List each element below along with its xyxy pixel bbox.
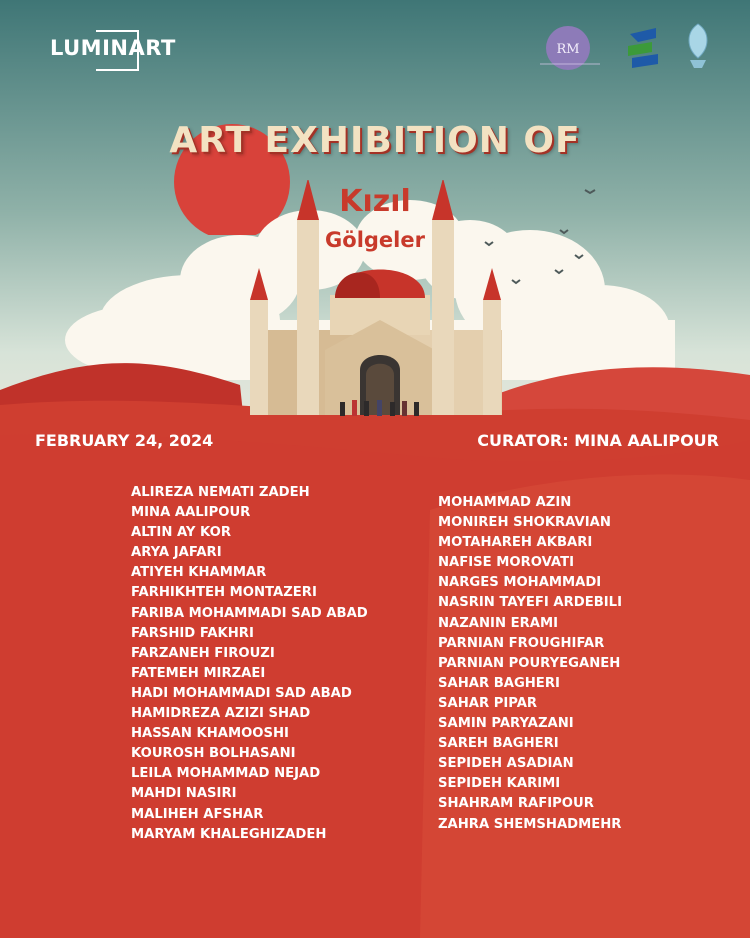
artist-list-right xyxy=(438,493,622,835)
artist-name: SEPIDEH KARIMI xyxy=(438,776,561,792)
s-organization-logo xyxy=(622,24,664,74)
artist-name: SAHAR BAGHERI xyxy=(438,675,560,691)
artist-name: MOHAMMAD AZIN xyxy=(438,495,572,510)
brand-name: LUMINART xyxy=(50,36,176,60)
artist-name: HAMIDREZA AZIZI SHAD xyxy=(131,706,311,722)
svg-text:RM: RM xyxy=(556,42,580,57)
artist-name: FATEMEH MIRZAEI xyxy=(131,665,266,681)
exhibition-name-line1: Kızıl xyxy=(339,184,411,219)
artist-name: MOTAHAREH AKBARI xyxy=(438,535,593,551)
artist-name: FARHIKHTEH MONTAZERI xyxy=(131,585,317,601)
artist-name: MINA AALIPOUR xyxy=(131,505,251,521)
artist-name: NARGES MOHAMMADI xyxy=(438,575,602,591)
luminart-logo xyxy=(50,36,176,60)
artist-name: HADI MOHAMMADI SAD ABAD xyxy=(131,685,352,701)
crest-organization-logo xyxy=(680,22,716,74)
artist-name: SAREH BAGHERI xyxy=(438,736,559,752)
artist-name: ARYA JAFARI xyxy=(131,545,222,561)
exhibition-name-line2: Gölgeler xyxy=(325,228,425,252)
artist-name: PARNIAN FROUGHIFAR xyxy=(438,635,605,651)
artist-name: FARIBA MOHAMMADI SAD ABAD xyxy=(131,605,368,621)
artist-name: SHAHRAM RAFIPOUR xyxy=(438,796,594,812)
artist-name: SAMIN PARYAZANI xyxy=(438,716,574,732)
artist-name: KOUROSH BOLHASANI xyxy=(131,746,296,762)
artist-name: SEPIDEH ASADIAN xyxy=(438,756,574,772)
artist-list-left xyxy=(131,483,368,845)
artist-name: MAHDI NASIRI xyxy=(131,786,237,802)
artist-name: MONIREH SHOKRAVIAN xyxy=(438,515,611,531)
artist-name: HASSAN KHAMOOSHI xyxy=(131,726,289,742)
exhibition-date: FEBRUARY 24, 2024 xyxy=(35,431,214,450)
exhibition-title: ART EXHIBITION OF xyxy=(169,120,581,161)
artist-name: LEILA MOHAMMAD NEJAD xyxy=(131,766,321,782)
artist-name: SAHAR PIPAR xyxy=(438,695,538,711)
artist-name: ALTIN AY KOR xyxy=(131,525,232,541)
artist-name: NAFISE MOROVATI xyxy=(438,555,574,571)
artist-name: NASRIN TAYEFI ARDEBILI xyxy=(438,595,622,611)
logo-frame-icon xyxy=(96,30,139,71)
artist-name: PARNIAN POURYEGANEH xyxy=(438,655,621,671)
curator-text: CURATOR: MINA AALIPOUR xyxy=(477,431,719,450)
artist-name: FARSHID FAKHRI xyxy=(131,625,254,641)
artist-name: ALIREZA NEMATI ZADEH xyxy=(131,485,310,500)
artist-name: ZAHRA SHEMSHADMEHR xyxy=(438,816,622,832)
artist-name: NAZANIN ERAMI xyxy=(438,615,558,631)
artist-name: MALIHEH AFSHAR xyxy=(131,806,264,822)
artist-name: MARYAM KHALEGHIZADEH xyxy=(131,826,327,842)
artist-name: FARZANEH FIROUZI xyxy=(131,645,275,661)
artist-name: ATIYEH KHAMMAR xyxy=(131,565,267,581)
rm-gallery-logo xyxy=(540,24,600,74)
